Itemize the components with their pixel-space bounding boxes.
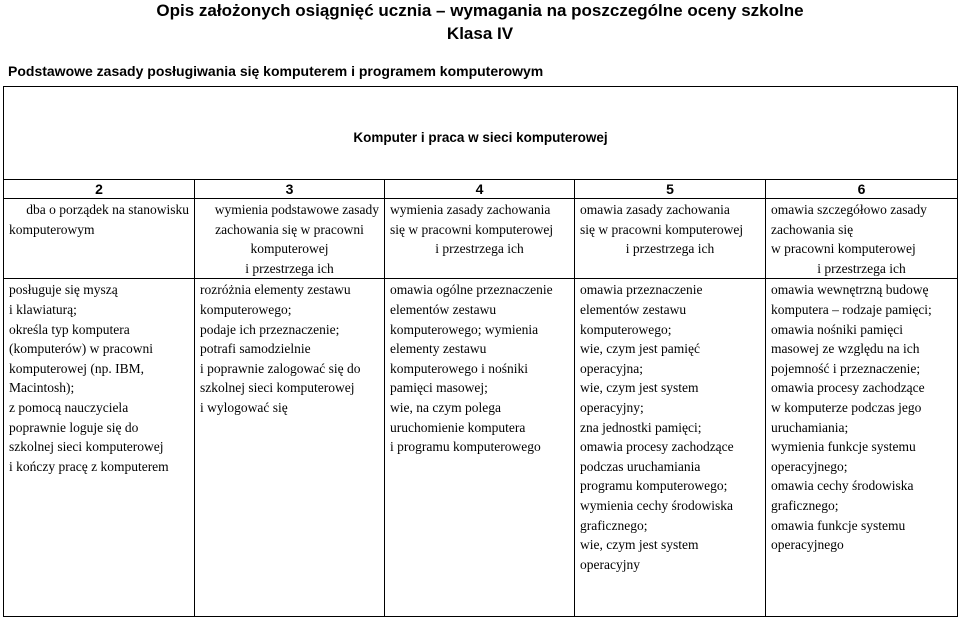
document-title: Opis założonych osiągnięć ucznia – wymagania na poszczególne oceny szkolne (156, 1, 804, 20)
cell-line: i kończy pracę z komputerem (9, 458, 169, 474)
cell-line: masowej ze względu na ich (771, 341, 920, 357)
cell-line: operacyjnego; (771, 458, 848, 474)
cell-line: omawia wewnętrzną budowę (771, 282, 929, 298)
cell-line: omawia ogólne przeznaczenie (390, 282, 553, 298)
table-cell (195, 199, 385, 279)
cell-line: potrafi samodzielnie (200, 341, 311, 357)
cell-line: szkolnej sieci komputerowej (200, 380, 355, 396)
table-section-title: Komputer i praca w sieci komputerowej (4, 87, 958, 180)
cell-line: i przestrzega ich (435, 241, 524, 257)
cell-line: omawia procesy zachodzące (580, 439, 734, 455)
cell-line: omawia funkcje systemu (771, 517, 906, 533)
cell-line: zna jednostki pamięci; (580, 419, 702, 435)
cell-line: Macintosh); (9, 380, 75, 396)
cell-line: i przestrzega ich (625, 241, 715, 257)
grade-number: 6 (766, 180, 958, 199)
section-subtitle: Podstawowe zasady posługiwania się komputerem i programem komputerowym (8, 63, 544, 79)
table-cell (385, 279, 575, 617)
cell-line: omawia zasady zachowania (580, 202, 730, 217)
cell-line: w pracowni komputerowej (771, 241, 916, 257)
cell-line: omawia szczegółowo zasady (771, 202, 927, 217)
cell-line: komputerowym (9, 221, 95, 237)
table-cell (385, 199, 575, 279)
cell-line: wie, na czym polega (390, 399, 501, 415)
cell-line: (komputerów) w pracowni (9, 341, 153, 357)
cell-line: wymienia podstawowe zasady (214, 202, 379, 217)
cell-line: i przestrzega ich (817, 260, 906, 276)
requirements-table (3, 86, 958, 617)
table-cell (575, 279, 766, 617)
cell-line: i wylogować się (200, 399, 288, 415)
grade-number: 3 (195, 180, 385, 199)
cell-line: komputerowego; wymienia (390, 321, 539, 337)
cell-line: omawia procesy zachodzące (771, 380, 925, 396)
grade-number: 5 (575, 180, 766, 199)
cell-line: operacyjna; (580, 360, 643, 376)
cell-line: operacyjnego (771, 537, 844, 553)
cell-line: komputerowego i nośniki (390, 360, 528, 376)
cell-line: elementów zestawu (580, 301, 687, 317)
cell-line: z pomocą nauczyciela (9, 399, 129, 415)
cell-line: się w pracowni komputerowej (390, 221, 554, 237)
cell-line: wie, czym jest pamięć (580, 341, 700, 357)
cell-line: programu komputerowego; (580, 478, 728, 494)
cell-line: wymienia cechy środowiska (580, 497, 733, 513)
cell-line: wymienia zasady zachowania (390, 202, 551, 217)
cell-line: komputerowego; (200, 301, 292, 317)
cell-line: komputera – rodzaje pamięci; (771, 301, 932, 317)
table-cell (4, 199, 195, 279)
cell-line: określa typ komputera (9, 321, 130, 337)
cell-line: podczas uruchamiania (580, 458, 701, 474)
cell-line: rozróżnia elementy zestawu (200, 282, 351, 298)
cell-line: operacyjny; (580, 399, 644, 415)
cell-line: podaje ich przeznaczenie; (200, 321, 340, 337)
table-cell (4, 279, 195, 617)
cell-line: wie, czym jest system (580, 380, 699, 396)
cell-line: komputerowej (250, 241, 329, 257)
class-title: Klasa IV (446, 24, 514, 43)
cell-line: zachowania się w pracowni (215, 221, 364, 237)
cell-line: szkolnej sieci komputerowej (9, 439, 164, 455)
cell-line: komputerowego; (580, 321, 672, 337)
grade-number: 4 (385, 180, 575, 199)
cell-line: dba o porządek na stanowisku (26, 202, 189, 217)
cell-line: uruchamiania; (771, 419, 849, 435)
cell-line: omawia przeznaczenie (580, 282, 703, 298)
table-row (4, 279, 958, 617)
grade-number: 2 (4, 180, 195, 199)
cell-line: pamięci masowej; (390, 380, 488, 396)
cell-line: i przestrzega ich (245, 260, 334, 276)
cell-line: poprawnie loguje się do (9, 419, 139, 435)
table-cell (766, 279, 958, 617)
cell-line: posługuje się myszą (9, 282, 118, 298)
cell-line: omawia cechy środowiska (771, 478, 914, 494)
cell-line: uruchomienie komputera (390, 419, 526, 435)
cell-line: wie, czym jest system (580, 537, 699, 553)
cell-line: w komputerze podczas jego (771, 399, 922, 415)
cell-line: graficznego; (580, 517, 648, 533)
cell-line: elementów zestawu (390, 301, 497, 317)
cell-line: zachowania się (771, 221, 854, 237)
table-row (4, 199, 958, 279)
cell-line: omawia nośniki pamięci (771, 321, 903, 337)
cell-line: i programu komputerowego (390, 439, 541, 455)
cell-line: pojemność i przeznaczenie; (771, 360, 921, 376)
cell-line: elementy zestawu (390, 341, 487, 357)
cell-line: wymienia funkcje systemu (771, 439, 916, 455)
table-cell (195, 279, 385, 617)
table-cell (766, 199, 958, 279)
cell-line: i klawiaturą; (9, 301, 77, 317)
cell-line: i poprawnie zalogować się do (200, 360, 361, 376)
cell-line: komputerowej (np. IBM, (9, 360, 144, 376)
cell-line: się w pracowni komputerowej (580, 221, 744, 237)
cell-line: operacyjny (580, 556, 640, 572)
table-cell (575, 199, 766, 279)
cell-line: graficznego; (771, 497, 839, 513)
